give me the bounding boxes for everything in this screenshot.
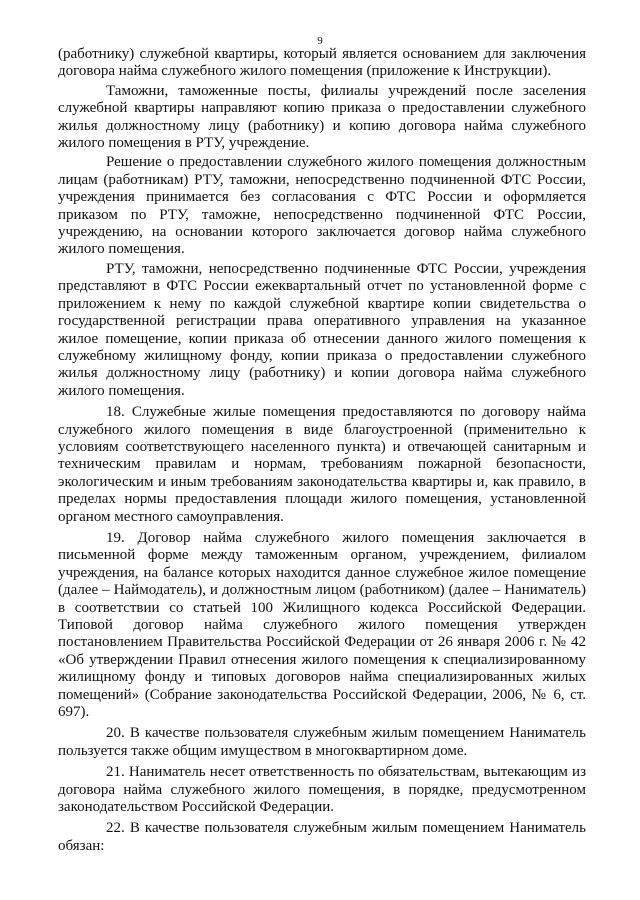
paragraph-18: 18. Служебные жилые помещения предоставляются по договору найма служебного жилого помещения в виде благоустроенной (применительно к условиям соответствующего населенного пункта) и отвечающей санитарным и техническим правилам и нормам, требованиям пожарной безопасности, экологическим и иным требованиям законодательства квартиры и, как правило, в пределах нормы предоставления площади жилого помещения, установленной органом местного самоуправления.: [58, 404, 586, 525]
paragraph-19: 19. Договор найма служебного жилого помещения заключается в письменной форме между таможенным органом, учреждением, филиалом учреждения, на балансе которых находится данное служебное жилое помещение (далее – Наймодатель), и должностным лицом (работником) (далее – Наниматель) в соответствии со статьей 100 Жилищного кодекса Российской Федерации. Типовой договор найма служебного жилого помещения утвержден постановлением Правительства Российской Федерации от 26 января 2006 г. № 42 «Об утверждении Правил отнесения жилого помещения к специализированному жилищному фонду и типовых договоров найма специализированных жилых помещений» (Собрание законодательства Российской Федерации, 2006, № 6, ст. 697).: [58, 529, 586, 721]
paragraph-decision: Решение о предоставлении служебного жилого помещения должностным лицам (работникам) РТУ, таможни, непосредственно подчиненной ФТС России, учреждения принимается без согласования с ФТС России и оформляется приказом по РТУ, таможне, непосредственно подчиненной ФТС России, учреждению, на основании которого заключается договор найма служебного жилого помещения.: [58, 154, 586, 258]
paragraph-22: 22. В качестве пользователя служебным жилым помещением Наниматель обязан:: [58, 820, 586, 854]
paragraph-quarterly-report: РТУ, таможни, непосредственно подчиненные ФТС России, учреждения представляют в ФТС России ежеквартальный отчет по установленной форме с приложением к нему по каждой служебной квартире копии свидетельства о государственной регистрации права оперативного управления на указанное жилое помещение, копии приказа об отнесении данного жилого помещения к служебному жилищному фонду, копии приказа о предоставлении служебного жилья должностному лицу (работнику) и копии договора найма служебного жилого помещения.: [58, 260, 586, 399]
paragraph-continuation: (работнику) служебной квартиры, который является основанием для заключения договора найма служебного жилого помещения (приложение к Инструкции).: [58, 46, 586, 80]
paragraph-customs-posts: Таможни, таможенные посты, филиалы учреждений после заселения служебной квартиры направляют копию приказа о предоставлении служебного жилья должностному лицу (работнику) и копию договора найма служебного жилого помещения в РТУ, учреждение.: [58, 82, 586, 152]
paragraph-20: 20. В качестве пользователя служебным жилым помещением Наниматель пользуется также общим имуществом в многоквартирном доме.: [58, 725, 586, 759]
paragraph-21: 21. Наниматель несет ответственность по обязательствам, вытекающим из договора найма служебного жилого помещения, в порядке, предусмотренном законодательством Российской Федерации.: [58, 764, 586, 816]
document-body: [58, 46, 586, 855]
page-number: 9: [317, 35, 323, 47]
